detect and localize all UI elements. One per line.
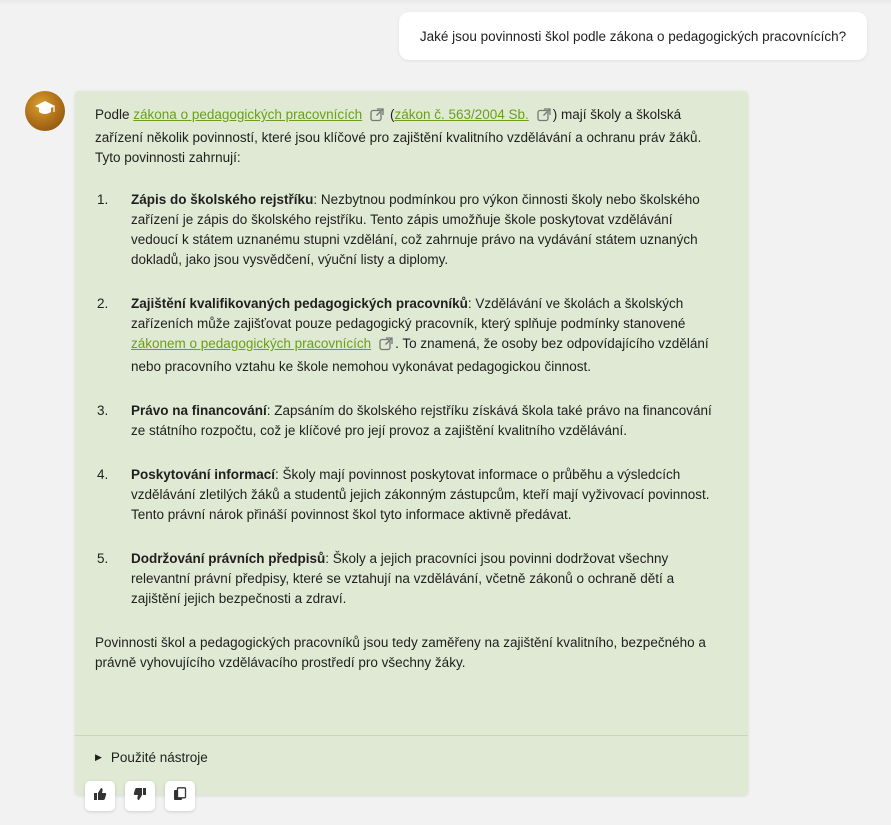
- tools-divider: [75, 735, 748, 736]
- item-text: . To znamená, že osoby bez odpovídajícího vzdělání nebo pracovního vztahu ke škole nemohou vykonávat pedagogickou činnost.: [131, 336, 709, 374]
- dislike-button[interactable]: [125, 781, 155, 811]
- item-title: Zajištění kvalifikovaných pedagogických pracovníků: [131, 296, 468, 311]
- law-link[interactable]: zákona o pedagogických pracovnících: [133, 107, 363, 122]
- intro-text-3: ) mají školy a školská zařízení několik povinností, které jsou klíčové pro zajištění kvalitního vzdělávání a ochranu práv žáků. Tyto povinnosti zahrnují:: [95, 107, 702, 165]
- item-number: 3.: [97, 403, 109, 418]
- item-number: 1.: [97, 192, 109, 207]
- list-item: [95, 401, 720, 441]
- assistant-answer-card: [75, 91, 748, 795]
- item-text: : Zapsáním do školského rejstříku získává škola také právo na financování ze státního rozpočtu, což je klíčové pro její provoz a zajištění kvalitního vzdělávání.: [131, 403, 712, 438]
- answer-closing: Povinnosti škol a pedagogických pracovníků jsou tedy zaměřeny na zajištění kvalitního, bezpečného a právně vyhovujícího vzdělávacího prostředí pro všechny žáky.: [95, 635, 706, 670]
- thumbs-down-icon: [133, 787, 147, 806]
- scroll-fade: [0, 0, 891, 6]
- like-button[interactable]: [85, 781, 115, 811]
- copy-button[interactable]: [165, 781, 195, 811]
- answer-actions: [85, 781, 195, 811]
- intro-text-2: (: [386, 107, 395, 122]
- item-title: Dodržování právních předpisů: [131, 551, 326, 566]
- used-tools-label: Použité nástroje: [110, 749, 208, 765]
- law-link-inline[interactable]: zákonem o pedagogických pracovnících: [131, 336, 372, 351]
- graduation-cap-icon: [34, 100, 56, 123]
- item-title: Poskytování informací: [131, 467, 276, 482]
- duties-list: [95, 190, 720, 609]
- item-number: 5.: [97, 551, 109, 566]
- external-link-icon[interactable]: [370, 108, 384, 128]
- item-number: 2.: [97, 296, 109, 311]
- user-message-text: Jaké jsou povinnosti škol podle zákona o pedagogických pracovnících?: [419, 28, 847, 44]
- assistant-avatar: [25, 91, 65, 131]
- item-title: Právo na financování: [131, 403, 267, 418]
- item-title: Zápis do školského rejstříku: [131, 192, 314, 207]
- item-text: : Nezbytnou podmínkou pro výkon činnosti školy nebo školského zařízení je zápis do školského rejstříku. Tento zápis umožňuje škole poskytovat vzdělávání vedoucí k státem uznanému stupni vzdělání, což zahrnuje právo na vydávání státem uznaných dokladů, jako jsou vysvědčení, výuční listy a diplomy.: [131, 192, 700, 267]
- answer-body: [95, 105, 720, 673]
- external-link-icon[interactable]: [379, 337, 393, 357]
- list-item: [95, 465, 720, 525]
- list-item: [95, 549, 720, 609]
- used-tools-toggle[interactable]: [95, 747, 208, 767]
- answer-intro: [95, 105, 720, 168]
- external-link-icon[interactable]: [537, 108, 551, 128]
- item-text: : Školy a jejich pracovníci jsou povinni dodržovat všechny relevantní právní předpisy, které se vztahují na vzdělávání, včetně zákonů o ochraně dětí a zajištění jejich bezpečnosti a zdraví.: [131, 551, 675, 606]
- item-text: : Vzdělávání ve školách a školských zařízeních může zajišťovat pouze pedagogický pracovník, který splňuje podmínky stanovené: [131, 296, 686, 331]
- thumbs-up-icon: [93, 787, 107, 806]
- intro-text-1: Podle: [95, 107, 134, 122]
- copy-icon: [173, 787, 187, 806]
- item-number: 4.: [97, 467, 109, 482]
- item-text: : Školy mají povinnost poskytovat informace o průběhu a výsledcích vzdělávání zletilých žáků a studentů jejich zákonným zástupcům, kteří mají vyživovací povinnost. Tento právní nárok přináší povinnost škol tyto informace aktivně předávat.: [131, 467, 710, 522]
- triangle-right-icon: ▶: [95, 751, 102, 762]
- list-item: [95, 294, 720, 377]
- list-item: [95, 190, 720, 270]
- user-message-bubble: [399, 12, 867, 60]
- law-number-link[interactable]: zákon č. 563/2004 Sb.: [394, 107, 529, 122]
